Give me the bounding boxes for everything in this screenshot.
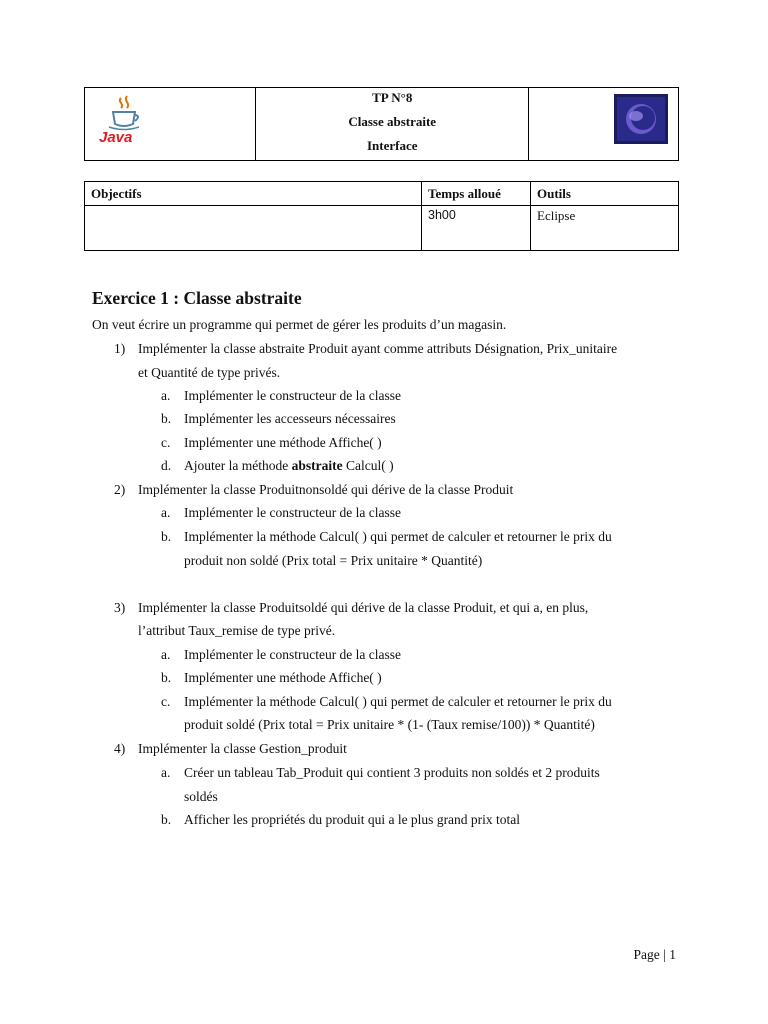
item-number: 1)	[114, 341, 126, 356]
sub-item-text: Implémenter les accesseurs nécessaires	[184, 411, 396, 426]
sub-letter: b.	[161, 812, 172, 827]
sub-letter: b.	[161, 670, 172, 685]
sub-item-text: Implémenter la méthode Calcul( ) qui permet de calculer et retourner le prix du	[184, 694, 612, 709]
sub-item-text: Implémenter la méthode Calcul( ) qui permet de calculer et retourner le prix du	[184, 529, 612, 544]
sub-item-text: Implémenter le constructeur de la classe	[184, 505, 402, 520]
item-text: Implémenter la classe Gestion_produit	[138, 741, 347, 756]
tp-subtitle: Interface	[366, 138, 418, 153]
sub-letter: b.	[161, 411, 172, 426]
exercise-intro: On veut écrire un programme qui permet de gérer les produits d’un magasin.	[92, 317, 507, 332]
sub-item-text: Implémenter le constructeur de la classe	[184, 388, 402, 403]
item-number: 3)	[114, 600, 126, 615]
time-value: 3h00	[422, 206, 531, 251]
java-logo-text: Java	[99, 129, 133, 146]
sub-letter: a.	[161, 647, 171, 662]
sub-letter: c.	[161, 435, 171, 450]
objectives-table	[84, 181, 679, 251]
sub-letter: a.	[161, 505, 171, 520]
sub-item-text: Implémenter une méthode Affiche( )	[184, 670, 382, 685]
sub-item-text: Implémenter le constructeur de la classe	[184, 647, 402, 662]
item-text: et Quantité de type privés.	[138, 365, 281, 380]
sub-letter: c.	[161, 694, 171, 709]
eclipse-logo-icon	[614, 94, 668, 144]
tools-value: Eclipse	[531, 206, 679, 251]
item-text: Implémenter la classe Produitnonsoldé qui dérive de la classe Produit	[138, 482, 514, 497]
sub-item-text: Afficher les propriétés du produit qui a le plus grand prix total	[184, 812, 521, 827]
objectives-header: Objectifs	[85, 182, 422, 206]
bold-keyword: abstraite	[291, 458, 343, 473]
sub-letter: a.	[161, 388, 171, 403]
item-text: Implémenter la classe abstraite Produit ayant comme attributs Désignation, Prix_unitaire	[138, 341, 618, 356]
tp-subject: Classe abstraite	[348, 114, 437, 129]
tools-header: Outils	[531, 182, 679, 206]
exercise-title: Exercice 1 : Classe abstraite	[92, 288, 302, 308]
sub-item-text: Implémenter une méthode Affiche( )	[184, 435, 382, 450]
sub-item-text: Créer un tableau Tab_Produit qui contient 3 produits non soldés et 2 produits	[184, 765, 600, 780]
sub-letter: a.	[161, 765, 171, 780]
item-text: Implémenter la classe Produitsoldé qui dérive de la classe Produit, et qui a, en plus,	[138, 600, 589, 615]
page-number: Page | 1	[633, 947, 676, 962]
time-header: Temps alloué	[422, 182, 531, 206]
item-text: l’attribut Taux_remise de type privé.	[138, 623, 336, 638]
sub-item-text: produit soldé (Prix total = Prix unitaire * (1- (Taux remise/100)) * Quantité)	[184, 717, 595, 732]
sub-item-text: produit non soldé (Prix total = Prix unitaire * Quantité)	[184, 553, 483, 568]
java-logo-cell	[85, 88, 256, 161]
sub-item-text: soldés	[184, 789, 218, 804]
item-number: 4)	[114, 741, 126, 756]
tp-number: TP N°8	[372, 90, 413, 105]
item-number: 2)	[114, 482, 126, 497]
eclipse-logo-cell	[529, 88, 679, 161]
header-table	[84, 87, 679, 161]
sub-letter: d.	[161, 458, 172, 473]
sub-item-text: Ajouter la méthode abstraite Calcul( )	[184, 458, 394, 473]
sub-letter: b.	[161, 529, 172, 544]
objectives-value	[85, 206, 422, 251]
java-logo-icon	[97, 94, 157, 154]
title-cell	[256, 88, 529, 161]
